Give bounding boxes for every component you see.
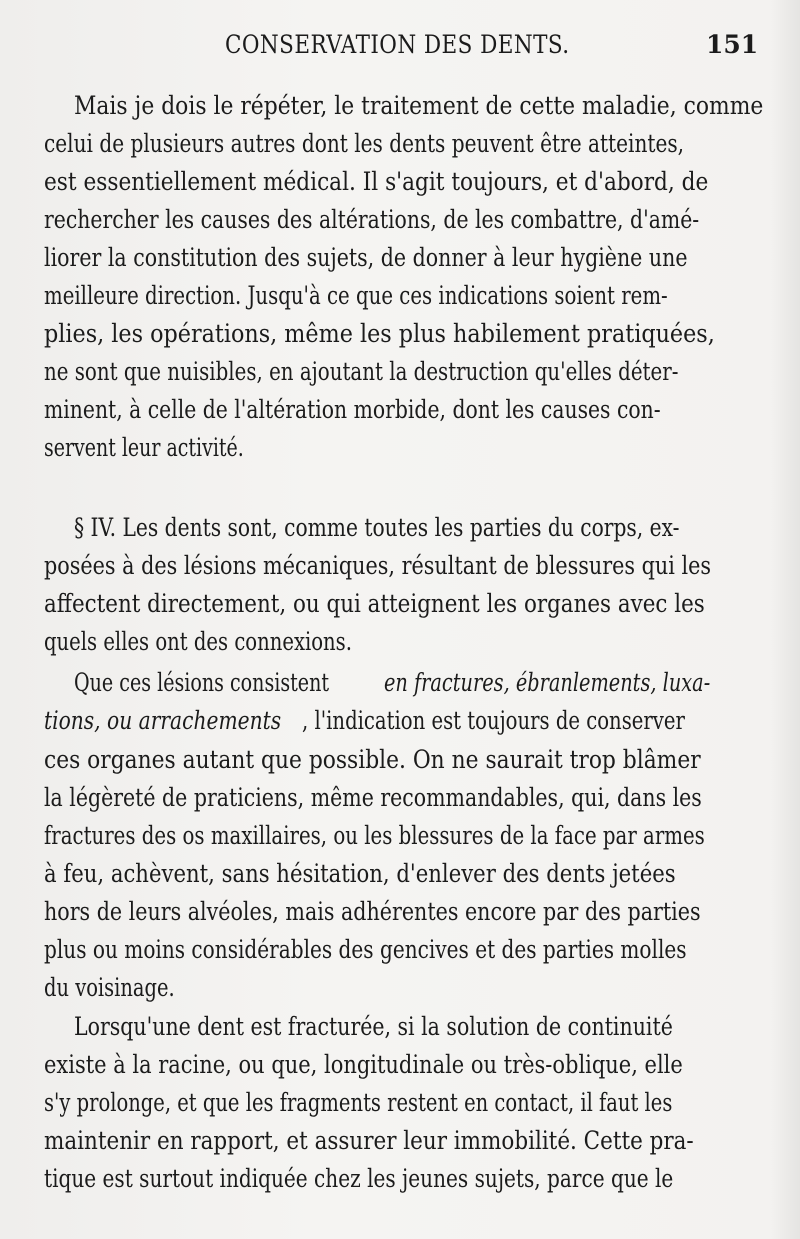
text-line: du voisinage. xyxy=(44,973,175,1002)
text-line: posées à des lésions mécaniques, résultant de blessures qui les xyxy=(44,551,711,580)
italic-run: en fractures, ébranlements, luxa- xyxy=(384,668,711,697)
text-line: s'y prolonge, et que les fragments restent en contact, il faut les xyxy=(44,1088,673,1117)
text-line: Que ces lésions consistent xyxy=(74,668,330,697)
text-line-italic xyxy=(384,663,710,703)
text-line: ne sont que nuisibles, en ajoutant la destruction qu'elles déter- xyxy=(44,357,679,386)
running-title: CONSERVATION DES DENTS. xyxy=(225,30,570,59)
text-line: Lorsqu'une dent est fracturée, si la solution de continuité xyxy=(74,1012,673,1041)
text-line: à feu, achèvent, sans hésitation, d'enlever des dents jetées xyxy=(44,859,676,888)
text-line: rechercher les causes des altérations, de les combattre, d'amé- xyxy=(44,205,700,234)
text-line: fractures des os maxillaires, ou les blessures de la face par armes xyxy=(44,821,705,850)
text-line: Mais je dois le répéter, le traitement de cette maladie, comme xyxy=(74,91,764,120)
text-line-italic xyxy=(44,701,281,741)
text-line: plies, les opérations, même les plus habilement pratiquées, xyxy=(44,319,715,348)
page-number: 151 xyxy=(706,30,759,59)
text-line: servent leur activité. xyxy=(44,433,244,462)
text-line: plus ou moins considérables des gencives et des parties molles xyxy=(44,935,687,964)
text-line: , l'indication est toujours de conserver xyxy=(302,706,685,735)
text-line: tique est surtout indiquée chez les jeunes sujets, parce que le xyxy=(44,1164,674,1193)
text-line: minent, à celle de l'altération morbide, dont les causes con- xyxy=(44,395,661,424)
text-line: ces organes autant que possible. On ne saurait trop blâmer xyxy=(44,745,701,774)
text-line: affectent directement, ou qui atteignent les organes avec les xyxy=(44,589,705,618)
italic-run: tions, ou arrachements xyxy=(44,706,282,735)
text-line: maintenir en rapport, et assurer leur immobilité. Cette pra- xyxy=(44,1126,694,1155)
text-line: quels elles ont des connexions. xyxy=(44,627,352,656)
page-gutter-shadow xyxy=(770,0,800,1239)
text-line: liorer la constitution des sujets, de donner à leur hygiène une xyxy=(44,243,688,272)
text-line: est essentiellement médical. Il s'agit toujours, et d'abord, de xyxy=(44,167,709,196)
text-line: meilleure direction. Jusqu'à ce que ces indications soient rem- xyxy=(44,281,668,310)
text-line: hors de leurs alvéoles, mais adhérentes encore par des parties xyxy=(44,897,701,926)
text-line: existe à la racine, ou que, longitudinale ou très-oblique, elle xyxy=(44,1050,683,1079)
text-line: celui de plusieurs autres dont les dents peuvent être atteintes, xyxy=(44,129,685,158)
text-line: la légèreté de praticiens, même recommandables, qui, dans les xyxy=(44,783,702,812)
text-line: § IV. Les dents sont, comme toutes les parties du corps, ex- xyxy=(74,513,680,542)
